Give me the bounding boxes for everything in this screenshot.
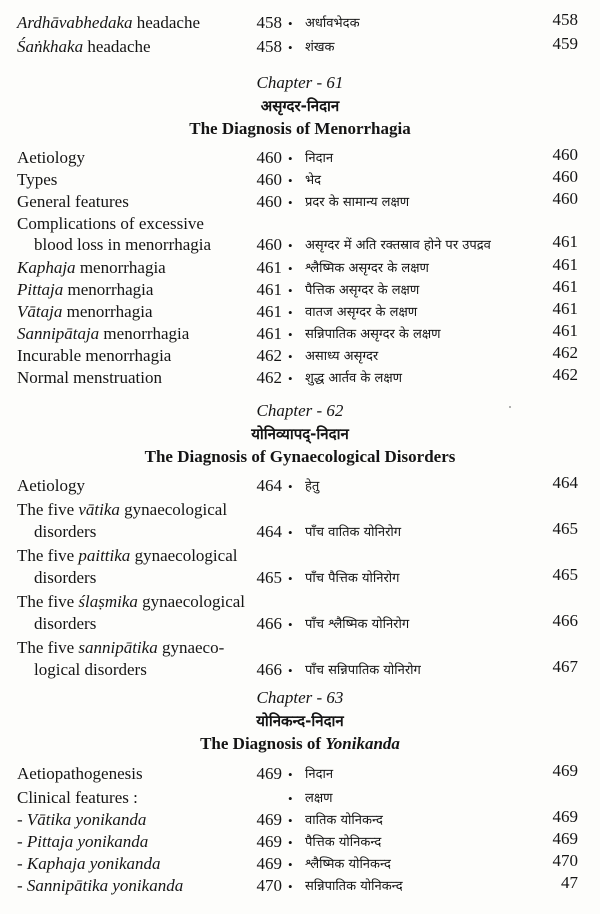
bullet: •: [288, 305, 293, 320]
entry-title: - Kaphaja yonikanda: [17, 854, 161, 873]
hindi-page-number: 461: [552, 232, 578, 251]
hindi-entry: श्लैष्मिक असृग्दर के लक्षण: [305, 261, 429, 276]
bullet: •: [288, 151, 293, 166]
bullet: •: [288, 571, 293, 586]
page-number: 461: [256, 302, 282, 321]
page-number: 461: [256, 324, 282, 343]
hindi-entry: निदान: [305, 767, 334, 782]
hindi-page-number: 470: [552, 851, 578, 870]
hindi-page-number: 460: [552, 145, 578, 164]
chapter-label: Chapter - 63: [256, 688, 344, 707]
hindi-entry: असाध्य असृग्दर: [305, 349, 379, 364]
hindi-entry: प्रदर के सामान्य लक्षण: [305, 195, 410, 210]
page-number: 460: [256, 192, 282, 211]
entry-title: - Vātika yonikanda: [17, 810, 147, 829]
bullet: •: [288, 767, 293, 782]
entry-title: The five paittika gynaecological: [17, 546, 238, 565]
bullet: •: [288, 283, 293, 298]
hindi-entry: सन्निपातिक योनिकन्द: [305, 879, 403, 894]
hindi-page-number: 459: [552, 34, 578, 53]
entry-title: disorders: [34, 614, 97, 633]
entry-title: General features: [17, 192, 129, 211]
chapter-label: Chapter - 61: [256, 73, 344, 92]
hindi-entry: वातिक योनिकन्द: [305, 813, 383, 828]
entry-title: Complications of excessive: [17, 214, 204, 233]
page-number: 458: [256, 37, 282, 56]
page-number: 464: [256, 476, 282, 495]
bullet: •: [288, 879, 293, 894]
bullet: •: [288, 791, 293, 806]
chapter-title: The Diagnosis of Yonikanda: [200, 734, 400, 753]
hindi-page-number: 465: [552, 565, 578, 584]
bullet: •: [288, 195, 293, 210]
entry-title: Aetiology: [17, 148, 85, 167]
hindi-page-number: 461: [552, 299, 578, 318]
hindi-page-number: 461: [552, 255, 578, 274]
bullet: •: [288, 40, 293, 55]
hindi-entry: असृग्दर में अति रक्तस्राव होने पर उपद्रव: [305, 238, 491, 253]
hindi-entry: पैत्तिक असृग्दर के लक्षण: [305, 283, 420, 298]
entry-title: Śaṅkhaka headache: [17, 37, 151, 56]
chapter-label: Chapter - 62: [256, 401, 344, 420]
chapter-title: The Diagnosis of Gynaecological Disorders: [144, 447, 456, 466]
hindi-entry: पाँच वातिक योनिरोग: [305, 525, 402, 540]
bullet: •: [288, 663, 293, 678]
page-number: 460: [256, 170, 282, 189]
hindi-chapter-title: योनिव्यापद्-निदान: [251, 425, 349, 443]
entry-title: Kaphaja menorrhagia: [17, 258, 166, 277]
entry-title: The five sannipātika gynaeco-: [17, 638, 225, 657]
page-number: 469: [256, 764, 282, 783]
entry-title: Clinical features :: [17, 788, 138, 807]
hindi-entry: भेद: [305, 173, 322, 188]
entry-title: Ardhāvabhedaka headache: [17, 13, 200, 32]
hindi-entry: पाँच सन्निपातिक योनिरोग: [305, 663, 421, 678]
page-number: 460: [256, 148, 282, 167]
bullet: •: [288, 261, 293, 276]
bullet: •: [288, 327, 293, 342]
entry-title: Vātaja menorrhagia: [17, 302, 153, 321]
page-number: 462: [256, 346, 282, 365]
entry-title: - Pittaja yonikanda: [17, 832, 149, 851]
entry-title: Aetiopathogenesis: [17, 764, 143, 783]
entry-title: Types: [17, 170, 58, 189]
bullet: •: [288, 16, 293, 31]
hindi-page-number: 461: [552, 277, 578, 296]
scan-speck: [509, 406, 511, 408]
bullet: •: [288, 525, 293, 540]
hindi-entry: श्लैष्मिक योनिकन्द: [305, 857, 391, 872]
bullet: •: [288, 813, 293, 828]
page-number: 469: [256, 832, 282, 851]
bullet: •: [288, 835, 293, 850]
hindi-page-number: 469: [552, 761, 578, 780]
hindi-entry: निदान: [305, 151, 334, 166]
hindi-entry: सन्निपातिक असृग्दर के लक्षण: [305, 327, 441, 342]
page-number: 461: [256, 280, 282, 299]
hindi-page-number: 465: [552, 519, 578, 538]
hindi-page-number: 460: [552, 189, 578, 208]
entry-title: The five vātika gynaecological: [17, 500, 228, 519]
entry-title: disorders: [34, 522, 97, 541]
page-number: 462: [256, 368, 282, 387]
page-number: 460: [256, 235, 282, 254]
page-number: 461: [256, 258, 282, 277]
hindi-entry: वातज असृग्दर के लक्षण: [305, 305, 418, 320]
entry-title: - Sannipātika yonikanda: [17, 876, 184, 895]
bullet: •: [288, 857, 293, 872]
hindi-entry: शंखक: [305, 40, 335, 55]
hindi-page-number: 464: [552, 473, 578, 492]
page-number: 458: [256, 13, 282, 32]
bullet: •: [288, 371, 293, 386]
chapter-title: The Diagnosis of Menorrhagia: [189, 119, 411, 138]
entry-title: blood loss in menorrhagia: [34, 235, 212, 254]
page-number: 469: [256, 810, 282, 829]
hindi-entry: पाँच श्लैष्मिक योनिरोग: [305, 617, 410, 632]
hindi-entry: शुद्ध आर्तव के लक्षण: [305, 371, 403, 386]
hindi-page-number: 458: [552, 10, 578, 29]
hindi-page-number: 467: [552, 657, 578, 676]
entry-title: Incurable menorrhagia: [17, 346, 172, 365]
entry-title: disorders: [34, 568, 97, 587]
entry-title: The five ślaṣmika gynaecological: [17, 592, 246, 611]
page-number: 469: [256, 854, 282, 873]
hindi-entry: हेतु: [305, 479, 320, 494]
page-number: 464: [256, 522, 282, 541]
hindi-page-number: 466: [552, 611, 578, 630]
hindi-chapter-title: असृग्दर-निदान: [260, 97, 340, 115]
hindi-chapter-title: योनिकन्द-निदान: [256, 712, 344, 730]
bullet: •: [288, 617, 293, 632]
entry-title: Sannipātaja menorrhagia: [17, 324, 190, 343]
page-number: 466: [256, 614, 282, 633]
entry-title: Aetiology: [17, 476, 85, 495]
hindi-page-number: 462: [552, 365, 578, 384]
hindi-page-number: 469: [552, 807, 578, 826]
hindi-entry: अर्धावभेदक: [305, 16, 360, 31]
bullet: •: [288, 238, 293, 253]
hindi-page-number: 469: [552, 829, 578, 848]
entry-title: Pittaja menorrhagia: [17, 280, 154, 299]
page-number: 466: [256, 660, 282, 679]
bullet: •: [288, 479, 293, 494]
hindi-page-number: 462: [552, 343, 578, 362]
page-number: 465: [256, 568, 282, 587]
hindi-page-number: 460: [552, 167, 578, 186]
entry-title: Normal menstruation: [17, 368, 162, 387]
hindi-entry: लक्षण: [305, 791, 333, 806]
bullet: •: [288, 173, 293, 188]
bullet: •: [288, 349, 293, 364]
hindi-entry: पैत्तिक योनिकन्द: [305, 835, 382, 850]
entry-title: logical disorders: [34, 660, 147, 679]
hindi-entry: पाँच पैत्तिक योनिरोग: [305, 571, 400, 586]
page-number: 470: [256, 876, 282, 895]
hindi-page-number: 461: [552, 321, 578, 340]
hindi-page-number: 47: [561, 873, 578, 892]
